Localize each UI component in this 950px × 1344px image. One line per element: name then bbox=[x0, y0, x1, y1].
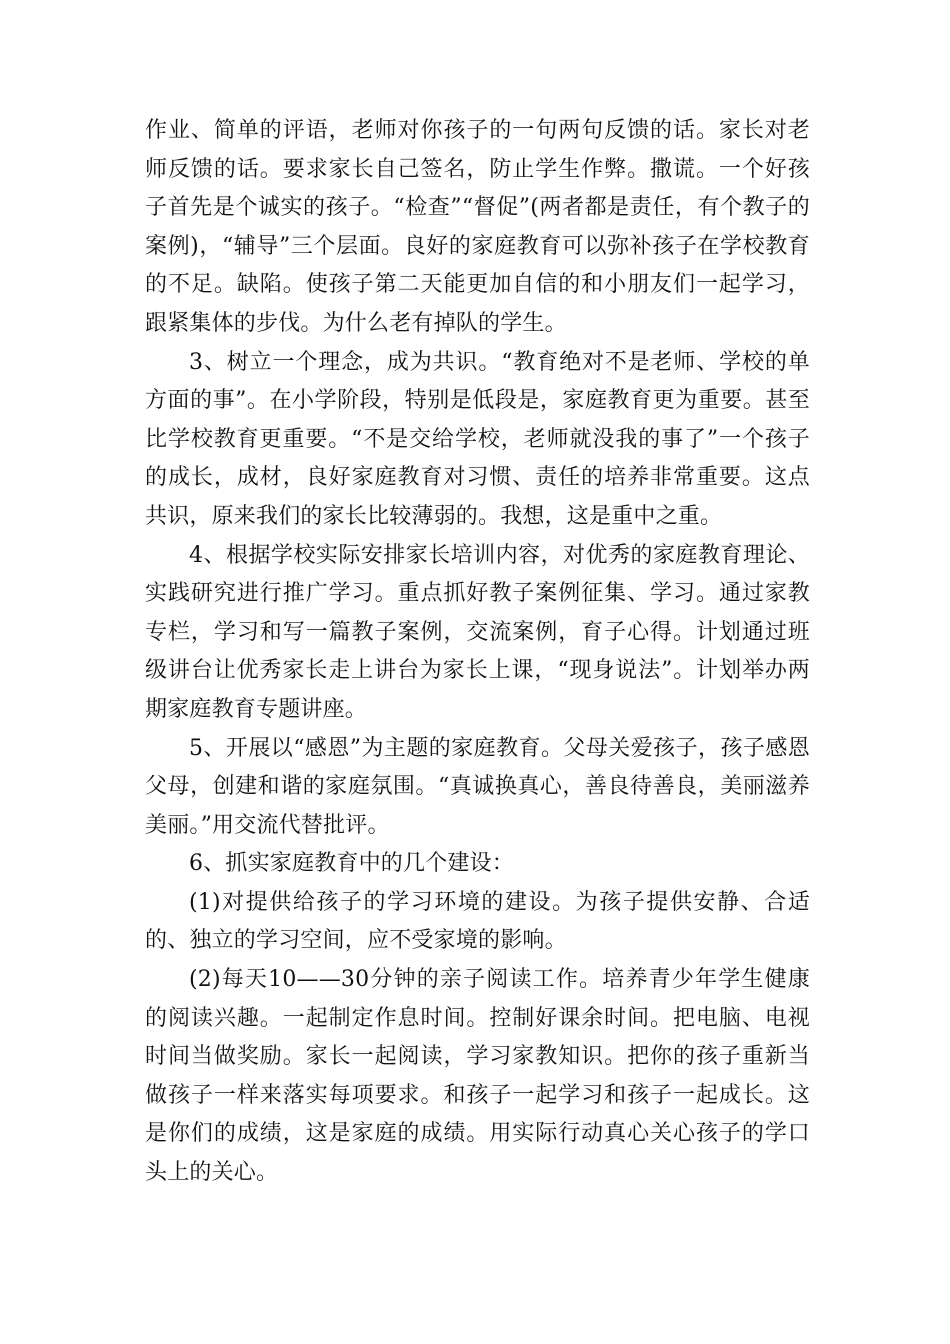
paragraph-item-6: 6、抓实家庭教育中的几个建设： bbox=[189, 851, 514, 877]
paragraph-subitem-1: (1)对提供给孩子的学习环境的建设。为孩子提供安静、合适的、独立的学习空间，应不受家境的影响。 bbox=[145, 889, 810, 954]
paragraph-subitem-2: (2)每天10——30分钟的亲子阅读工作。培养青少年学生健康的阅读兴趣。一起制定作息时间。控制好课余时间。把电脑、电视时间当做奖励。家长一起阅读，学习家教知识。把你的孩子重新当做孩子一样来落实每项要求。和孩子一起学习和孩子一起成长。这是你们的成绩，这是家庭的成绩。用实际行动真心关心孩子的学口头上的关心。 bbox=[145, 967, 810, 1186]
paragraph-item-5: 5、开展以“感恩”为主题的家庭教育。父母关爱孩子，孩子感恩父母，创建和谐的家庭氛围。“真诚换真心，善良待善良，美丽滋养美丽。”用交流代替批评。 bbox=[145, 735, 810, 838]
paragraph-item-4: 4、根据学校实际安排家长培训内容，对优秀的家庭教育理论、实践研究进行推广学习。重点抓好教子案例征集、学习。通过家教专栏，学习和写一篇教子案例，交流案例，育子心得。计划通过班级讲台让优秀家长走上讲台为家长上课，“现身说法”。计划举办两期家庭教育专题讲座。 bbox=[145, 542, 810, 722]
paragraph-item-3: 3、树立一个理念，成为共识。“教育绝对不是老师、学校的单方面的事”。在小学阶段，特别是低段是，家庭教育更为重要。甚至比学校教育更重要。“不是交给学校，老师就没我的事了”一个孩子的成长，成材，良好家庭教育对习惯、责任的培养非常重要。这点共识，原来我们的家长比较薄弱的。我想，这是重中之重。 bbox=[145, 349, 810, 529]
paragraph-continuation: 作业、简单的评语，老师对你孩子的一句两句反馈的话。家长对老师反馈的话。要求家长自己签名，防止学生作弊。撒谎。一个好孩子首先是个诚实的孩子。“检查”“督促”(两者都是责任，有个教子的案例)，“辅导”三个层面。良好的家庭教育可以弥补孩子在学校教育的不足。缺陷。使孩子第二天能更加自信的和小朋友们一起学习，跟紧集体的步伐。为什么老有掉队的学生。 bbox=[145, 118, 810, 336]
document-body bbox=[145, 112, 810, 1193]
